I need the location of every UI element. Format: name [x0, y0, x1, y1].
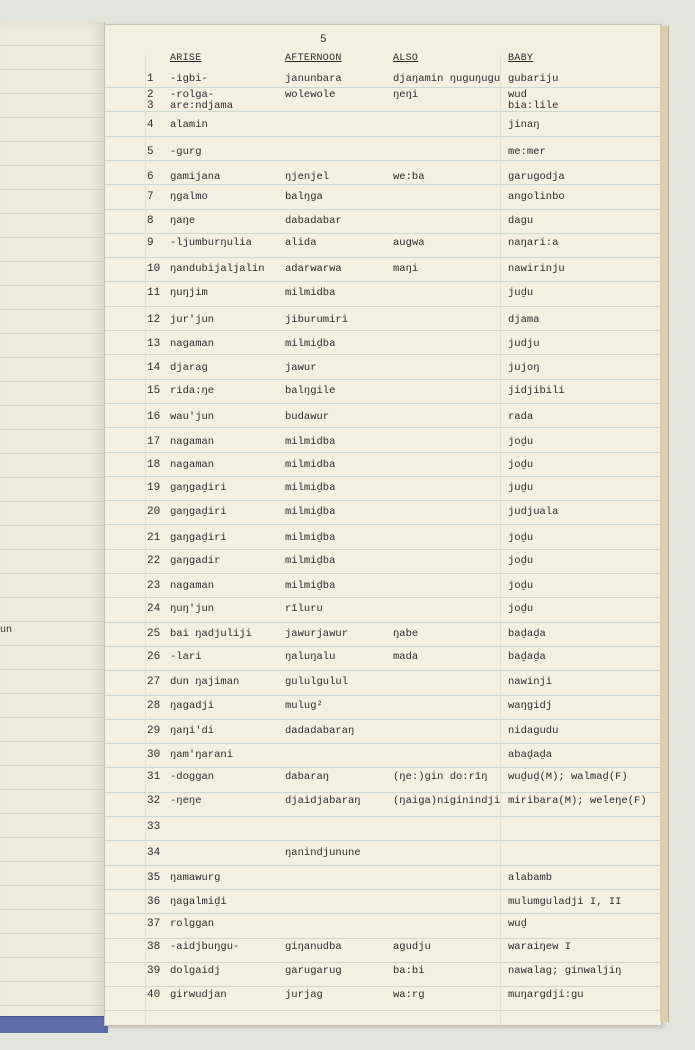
table-row [105, 821, 661, 841]
cell-also: ba:bi [393, 965, 425, 977]
cell-afternoon: milmiḏba [285, 532, 336, 544]
row-number: 35 [147, 872, 161, 884]
table-row [105, 918, 661, 938]
row-number: 33 [147, 821, 161, 833]
cell-baby: joḏu [508, 459, 534, 471]
table-row [105, 263, 661, 283]
cell-arise: ŋaŋe [170, 215, 196, 227]
row-number: 26 [147, 651, 161, 663]
cell-afternoon: ŋanindjunune [285, 847, 361, 859]
table-row [105, 459, 661, 479]
row-number: 9 [147, 237, 154, 249]
cell-baby: gubariju [508, 73, 559, 85]
cell-baby: waraiŋew I [508, 941, 572, 953]
cell-afternoon: milmiḏba [285, 482, 336, 494]
table-row [105, 965, 661, 985]
cell-arise: ŋaŋi'di [170, 725, 215, 737]
row-number: 1 [147, 73, 154, 85]
row-number: 3 [147, 100, 154, 112]
cell-arise: nagaman [170, 580, 215, 592]
table-row [105, 795, 661, 815]
row-number: 32 [147, 795, 161, 807]
row-number: 39 [147, 965, 161, 977]
header-baby: BABY [508, 53, 534, 64]
row-number: 11 [147, 287, 161, 299]
cell-arise: ŋandubijaljalin [170, 263, 265, 275]
cell-baby: baḏaḏa [508, 628, 546, 640]
row-number: 7 [147, 191, 154, 203]
cell-arise: -gurg [170, 146, 202, 158]
cell-also: (ŋaiga)niginindji [393, 795, 501, 807]
cell-afternoon: wolewole [285, 89, 336, 101]
cell-afternoon: jurjag [285, 989, 323, 1001]
table-row [105, 362, 661, 382]
cell-arise: djarag [170, 362, 208, 374]
cell-baby: nawinji [508, 676, 553, 688]
table-row [105, 700, 661, 720]
row-number: 18 [147, 459, 161, 471]
cell-arise: -lari [170, 651, 202, 663]
left-page-fragment: un [0, 625, 13, 636]
ruled-line [105, 1010, 661, 1011]
cell-afternoon: rīluru [285, 603, 323, 615]
table-row [105, 532, 661, 552]
cell-also: (ŋe:)gin do:rīŋ [393, 771, 488, 783]
row-number: 20 [147, 506, 161, 518]
cell-baby: joḏu [508, 532, 534, 544]
row-number: 22 [147, 555, 161, 567]
cell-arise: ŋamawurg [170, 872, 221, 884]
cell-afternoon: ŋjenjel [285, 171, 330, 183]
row-number: 23 [147, 580, 161, 592]
cell-afternoon: dadadabaraŋ [285, 725, 355, 737]
cell-baby: alabamb [508, 872, 553, 884]
cell-arise: nagaman [170, 459, 215, 471]
cell-afternoon: mulug² [285, 700, 323, 712]
cell-baby: jidjibili [508, 385, 565, 397]
cell-baby: wuḏuḏ(M); walmaḏ(F) [508, 771, 628, 783]
cell-baby: me:mer [508, 146, 546, 158]
table-row [105, 896, 661, 916]
cell-also: djaŋamin ŋuguŋugu [393, 73, 501, 85]
row-number: 16 [147, 411, 161, 423]
cell-afternoon: jawur [285, 362, 317, 374]
table-row [105, 872, 661, 892]
cell-baby: joḏu [508, 555, 534, 567]
cell-arise: wau'jun [170, 411, 215, 423]
row-number: 14 [147, 362, 161, 374]
cell-baby: garugodja [508, 171, 565, 183]
cell-afternoon: jawurjawur [285, 628, 349, 640]
cell-afternoon: djaidjabaraŋ [285, 795, 361, 807]
page-stack-edge [660, 26, 669, 1022]
cell-afternoon: ŋaluŋalu [285, 651, 336, 663]
cell-baby: nawalag; ginwaljiŋ [508, 965, 622, 977]
cell-baby: mulumguladji I, II [508, 896, 622, 908]
cell-baby: muŋargdji:gu [508, 989, 584, 1001]
row-number: 21 [147, 532, 161, 544]
ruled-line [105, 792, 661, 793]
cell-afternoon: milmiḏba [285, 580, 336, 592]
cell-arise: nagaman [170, 338, 215, 350]
table-row [105, 146, 661, 166]
row-number: 36 [147, 896, 161, 908]
cell-arise: bai ŋadjuliji [170, 628, 252, 640]
cell-baby: juḏu [508, 482, 534, 494]
cell-baby: dagu [508, 215, 534, 227]
row-number: 37 [147, 918, 161, 930]
cell-afternoon: budawur [285, 411, 330, 423]
cell-also: agudju [393, 941, 431, 953]
cell-arise: -aidjbuŋgu- [170, 941, 240, 953]
row-number: 38 [147, 941, 161, 953]
row-number: 10 [147, 263, 161, 275]
table-row [105, 411, 661, 431]
cell-afternoon: janunbara [285, 73, 342, 85]
table-row [105, 580, 661, 600]
row-number: 4 [147, 119, 154, 131]
cell-afternoon: milmiḏba [285, 506, 336, 518]
table-row [105, 771, 661, 791]
cell-also: wa:rg [393, 989, 425, 1001]
table-row [105, 506, 661, 526]
row-number: 15 [147, 385, 161, 397]
table-row [105, 237, 661, 257]
cell-arise: -doggan [170, 771, 215, 783]
cell-arise: girwudjan [170, 989, 227, 1001]
cell-afternoon: milmidba [285, 459, 336, 471]
table-row [105, 436, 661, 456]
header-also: ALSO [393, 53, 419, 64]
table-row [105, 314, 661, 334]
row-number: 8 [147, 215, 154, 227]
cell-arise: dolgaidj [170, 965, 221, 977]
cell-baby: djama [508, 314, 540, 326]
row-number: 6 [147, 171, 154, 183]
cell-arise: nagaman [170, 436, 215, 448]
cell-also: maŋi [393, 263, 419, 275]
row-number: 25 [147, 628, 161, 640]
cell-baby: jinaŋ [508, 119, 540, 131]
table-row [105, 989, 661, 1009]
cell-arise: gamijana [170, 171, 221, 183]
cell-arise: gaŋgaḏiri [170, 532, 227, 544]
cell-arise: are:ndjama [170, 100, 234, 112]
cell-baby: baḏaḏa [508, 651, 546, 663]
table-row [105, 215, 661, 235]
table-row [105, 651, 661, 671]
cell-baby: wuḏ [508, 918, 527, 930]
header-arise: ARISE [170, 53, 202, 64]
cell-baby: juḏu [508, 287, 534, 299]
table-row [105, 725, 661, 745]
table-row [105, 603, 661, 623]
cell-arise: rida:ŋe [170, 385, 215, 397]
cell-baby: miribara(M); weleŋe(F) [508, 795, 647, 807]
row-number: 28 [147, 700, 161, 712]
table-row [105, 338, 661, 358]
row-number: 29 [147, 725, 161, 737]
cell-arise: dun ŋajiman [170, 676, 240, 688]
cell-baby: jujoŋ [508, 362, 540, 374]
table-row [105, 100, 661, 120]
cell-afternoon: balŋgile [285, 385, 336, 397]
row-number: 40 [147, 989, 161, 1001]
cell-afternoon: milmidba [285, 436, 336, 448]
table-row [105, 287, 661, 307]
cell-arise: ŋagalmiḏi [170, 896, 227, 908]
ruled-line [105, 257, 661, 258]
cell-arise: ŋgalmo [170, 191, 208, 203]
cell-afternoon: milmiḏba [285, 338, 336, 350]
table-row [105, 171, 661, 191]
cell-arise: -rolga- [170, 89, 215, 101]
cell-arise: gaŋgaḏiri [170, 506, 227, 518]
row-number: 27 [147, 676, 161, 688]
cell-baby: abaḏaḏa [508, 749, 553, 761]
cell-afternoon: gululgulul [285, 676, 349, 688]
row-number: 30 [147, 749, 161, 761]
left-page [0, 22, 105, 1024]
table-row [105, 385, 661, 405]
cell-afternoon: adarwarwa [285, 263, 342, 275]
cell-afternoon: balŋga [285, 191, 323, 203]
cell-baby: nidagudu [508, 725, 559, 737]
cell-baby: rada [508, 411, 534, 423]
cell-baby: joḏu [508, 580, 534, 592]
ruled-line [105, 986, 661, 987]
cell-afternoon: dabaraŋ [285, 771, 330, 783]
cell-afternoon: alida [285, 237, 317, 249]
cell-afternoon: giŋanudba [285, 941, 342, 953]
page-number: 5 [320, 34, 327, 46]
row-number: 19 [147, 482, 161, 494]
ruled-line [105, 816, 661, 817]
document-page [104, 24, 662, 1026]
row-number: 24 [147, 603, 161, 615]
cell-arise: -igbi- [170, 73, 208, 85]
cell-baby: nawirinju [508, 263, 565, 275]
table-row [105, 555, 661, 575]
cell-afternoon: milmidba [285, 287, 336, 299]
row-number: 12 [147, 314, 161, 326]
table-row [105, 628, 661, 648]
book-binding [0, 1016, 108, 1033]
cell-afternoon: milmiḏba [285, 555, 336, 567]
row-number: 2 [147, 89, 154, 101]
cell-arise: jur'jun [170, 314, 215, 326]
row-number: 13 [147, 338, 161, 350]
cell-also: we:ba [393, 171, 425, 183]
cell-arise: ŋuŋjim [170, 287, 208, 299]
ruled-line [105, 962, 661, 963]
row-number: 5 [147, 146, 154, 158]
cell-baby: bia:lile [508, 100, 559, 112]
row-number: 17 [147, 436, 161, 448]
header-afternoon: AFTERNOON [285, 53, 342, 64]
cell-arise: ŋagadji [170, 700, 215, 712]
cell-arise: rolggan [170, 918, 215, 930]
table-row [105, 941, 661, 961]
cell-baby: wud [508, 89, 527, 101]
cell-baby: angolinbo [508, 191, 565, 203]
cell-arise: -ljumburŋulia [170, 237, 252, 249]
cell-afternoon: garugarug [285, 965, 342, 977]
table-row [105, 676, 661, 696]
row-number: 34 [147, 847, 161, 859]
cell-also: mada [393, 651, 419, 663]
row-number: 31 [147, 771, 161, 783]
cell-baby: judju [508, 338, 540, 350]
cell-also: augwa [393, 237, 425, 249]
table-row [105, 482, 661, 502]
cell-arise: alamin [170, 119, 208, 131]
cell-baby: joḏu [508, 436, 534, 448]
table-row [105, 119, 661, 139]
table-row [105, 847, 661, 867]
table-row [105, 191, 661, 211]
cell-afternoon: dabadabar [285, 215, 342, 227]
cell-arise: gaŋgadir [170, 555, 221, 567]
cell-also: ŋabe [393, 628, 419, 640]
cell-afternoon: jiburumiri [285, 314, 349, 326]
cell-arise: ŋam'ŋarani [170, 749, 234, 761]
cell-baby: joḏu [508, 603, 534, 615]
cell-baby: judjuala [508, 506, 559, 518]
table-row [105, 749, 661, 769]
cell-also: ŋeŋi [393, 89, 419, 101]
cell-arise: gaŋgaḏiri [170, 482, 227, 494]
cell-baby: waŋgidj [508, 700, 553, 712]
cell-baby: naŋari:a [508, 237, 559, 249]
cell-arise: ŋuŋ'jun [170, 603, 215, 615]
cell-arise: -ŋeŋe [170, 795, 202, 807]
